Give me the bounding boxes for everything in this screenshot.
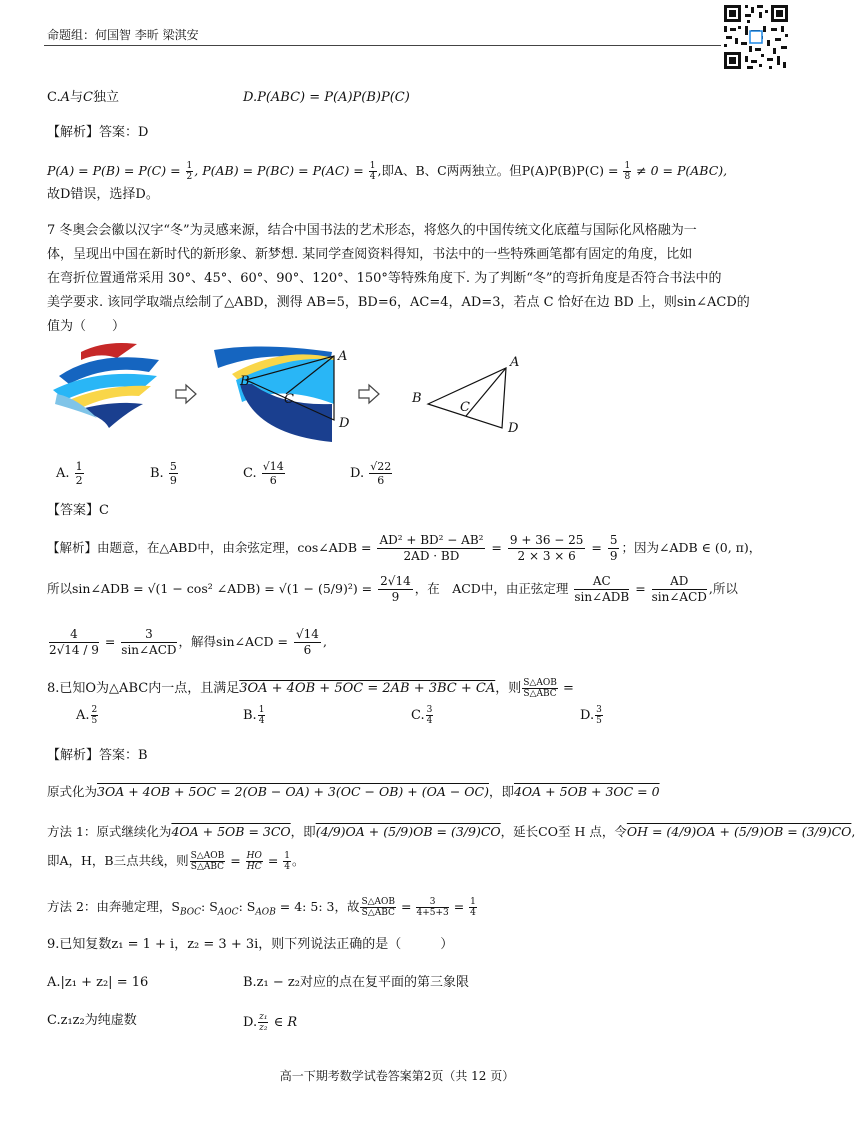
- q8-method1-line2: 即A，H，B三点共线，则 $\frac{\text{S△AOB}}{\text{S△ABC}}$ = $\frac{HO}{HC}$ = $\frac{1}{4}$ 。: [47, 851, 305, 872]
- fig2-label-b: B: [240, 374, 250, 389]
- header-rule: [44, 45, 724, 46]
- q8-option-d: D. $\frac{3}{5}$: [580, 705, 602, 726]
- q7-option-b: B. $\frac{5}{9}$: [150, 460, 177, 487]
- q6-analysis-line2: 故D错误，选择D。: [47, 187, 159, 202]
- q8-analysis-label: 【解析】答案：B: [47, 748, 148, 763]
- hollow-right-arrow-icon: [174, 382, 198, 406]
- q7-option-d: D. $\frac{√22}{6}$: [350, 460, 392, 487]
- fig3-label-b: B: [412, 391, 422, 406]
- q7-answer: 【答案】C: [47, 503, 109, 518]
- q7-stem-line2: 体，呈现出中国在新时代的新形象、新梦想. 某同学查阅资料得知，书法中的一些特殊画笔都有固定的角度，比如: [47, 247, 693, 262]
- q7-option-c: C. $\frac{√14}{6}$: [243, 460, 284, 487]
- q7-stem-line3: 在弯折位置通常采用 30°、45°、60°、90°、120°、150°等特殊角度下. 为了判断“冬”的弯折角度是否符合书法中的: [47, 271, 722, 286]
- q9-stem: 9.已知复数z₁ = 1 + i，z₂ = 3 + 3i，则下列说法正确的是（ ）: [47, 937, 454, 952]
- q7-solution-line1: 【解析】由题意，在△ABD中，由余弦定理，cos∠ADB = $\frac{\text{AD² + BD² − AB²}}{2AD \cdot BD}$ = $\frac{9 + 36 - 25}{2 \times 3 \times 6}$ = $\frac{5}{9}$ ；因为∠ADB ∈ (0, π)，: [47, 533, 762, 563]
- q9-option-a: A.|z₁ + z₂| = 16: [47, 975, 149, 990]
- q8-method2: 方法 2：由奔驰定理，$S_{BOC}$: $S_{AOC}$: $S_{AOB} = 4$: 5: 3，故 $\frac{\text{S△AOB}}{\text{S△ABC}}$ = $\frac{3}{4+5+3}$ = $\frac{1}{4}$: [47, 897, 476, 918]
- q6-analysis-label: 【解析】答案：D: [47, 125, 149, 140]
- q9-option-d: D. $\frac{\text{z₁}}{\text{z₂}}$ ∈ R: [243, 1012, 298, 1033]
- q8-method1-line1: 方法 1：原式继续化为4OA + 5OB = 3CO，即(4/9)OA + (5/9)OB = (3/9)CO，延长CO至 H 点，令OH = (4/9)OA + (5/9)OB = (3/9)CO,: [47, 824, 855, 839]
- header-authors: 命题组：何国智 李昕 梁淇安: [47, 28, 199, 42]
- q6-option-d: D.P(ABC) = P(A)P(B)P(C): [243, 90, 410, 105]
- q7-stem-line4: 美学要求. 该同学取端点绘制了△ABD，测得 AB=5，BD=6，AC=4，AD=3，若点 C 恰好在边 BD 上，则sin∠ACD的: [47, 295, 750, 310]
- q6-option-c: C.A与C独立: [47, 90, 119, 105]
- hollow-right-arrow-icon: [357, 382, 381, 406]
- q8-stem: 8.已知O为△ABC内一点，且满足3OA + 4OB + 5OC = 2AB + 3BC + CA，则 $\frac{\text{S△AOB}}{\text{S△ABC}}$ =: [47, 678, 574, 699]
- q7-stem-line5: 值为（ ）: [47, 319, 126, 334]
- fig3-label-c: C: [460, 400, 470, 415]
- q8-option-a: A. $\frac{2}{5}$: [76, 705, 98, 726]
- q9-option-b: B.z₁ − z₂对应的点在复平面的第三象限: [243, 975, 469, 990]
- fig3-label-d: D: [508, 421, 519, 436]
- q9-option-c: C.z₁z₂为纯虚数: [47, 1013, 137, 1028]
- winter-olympics-emblem-figure: [47, 338, 167, 430]
- q7-solution-line2: 所以sin∠ADB = √(1 − cos² ∠ADB) = √(1 − (5/9)²) = $\frac{2√14}{9}$ ，在 ACD中，由正弦定理 AC sin∠ADB = AD sin∠ACD ,所以: [47, 574, 738, 604]
- fig3-label-a: A: [510, 355, 520, 370]
- q8-option-c: C. $\frac{3}{4}$: [411, 705, 433, 726]
- q8-option-b: B. $\frac{1}{4}$: [243, 705, 265, 726]
- page-footer: 高一下期考数学试卷答案第2页（共 12 页）: [279, 1069, 515, 1083]
- qr-code-icon: [721, 2, 791, 72]
- fig2-label-c: C: [284, 392, 294, 407]
- emblem-with-triangle-figure: [212, 344, 352, 448]
- q7-stem-line1: 7 冬奥会会徽以汉字“冬”为灵感来源，结合中国书法的艺术形态，将悠久的中国传统文化底蕴与国际化风格融为一: [47, 223, 697, 238]
- fig2-label-d: D: [339, 416, 350, 431]
- fig2-label-a: A: [338, 349, 348, 364]
- q7-solution-line3: $\frac{4}{2√14 / 9}$ = 3 sin∠ACD ，解得sin∠ACD = $\frac{√14}{6}$ ,: [49, 627, 327, 657]
- q8-analysis-line1: 原式化为3OA + 4OB + 5OC = 2(OB − OA) + 3(OC − OB) + (OA − OC)，即4OA + 5OB + 3OC = 0: [47, 784, 660, 799]
- q6-analysis-line1: P(A) = P(B) = P(C) = $\frac{1}{2}$ , P(AB) = P(BC) = P(AC) = $\frac{1}{4}$ ,即A、B、C两两独立。但P(A)P(B)P(C) = $\frac{1}{8}$ ≠ 0 = P(ABC),: [47, 161, 728, 182]
- q7-option-a: A. $\frac{1}{2}$: [56, 460, 83, 487]
